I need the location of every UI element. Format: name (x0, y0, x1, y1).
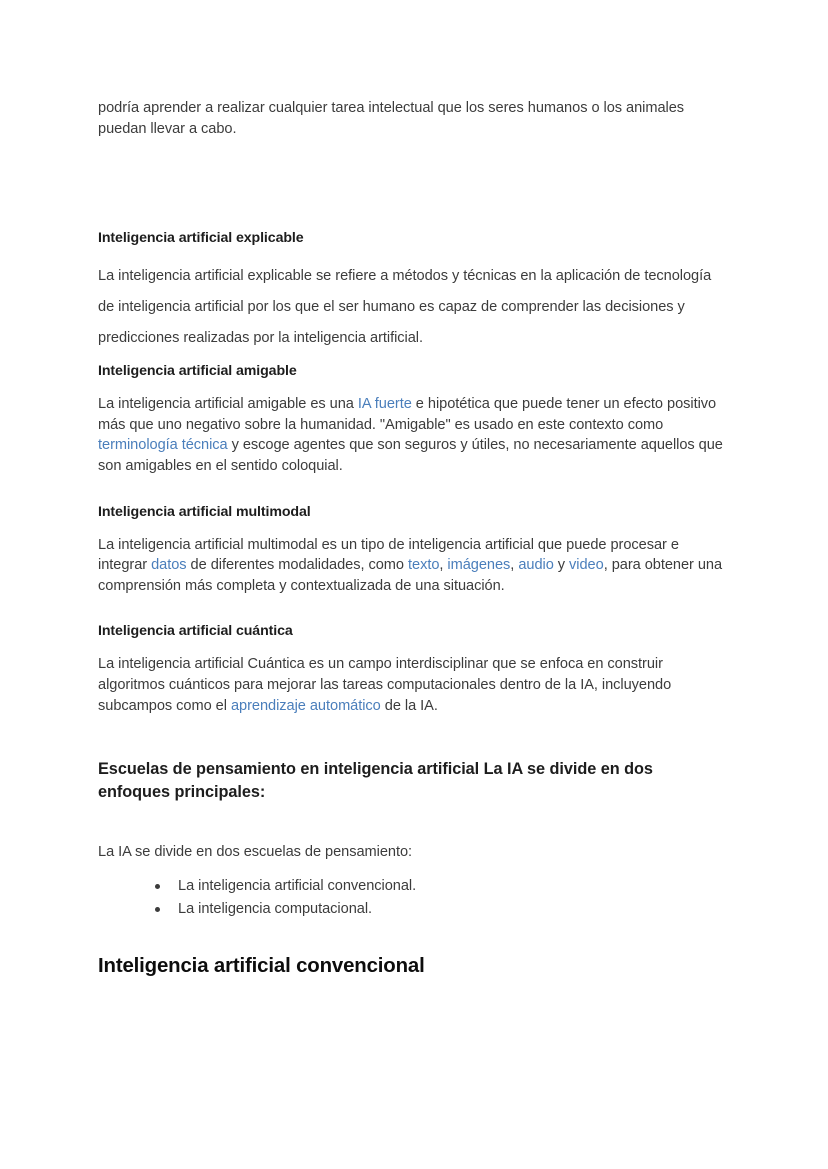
vertical-spacer (98, 354, 728, 362)
vertical-spacer (98, 641, 728, 654)
vertical-spacer (98, 863, 728, 875)
bullet-icon (155, 884, 160, 889)
inline-link[interactable]: aprendizaje automático (230, 697, 381, 714)
vertical-spacer (98, 921, 728, 953)
document-content (98, 98, 728, 979)
intro-paragraph: podría aprender a realizar cualquier tarea intelectual que los seres humanos o los animales puedan llevar a cabo. (98, 100, 685, 137)
schools-list (98, 875, 728, 921)
vertical-spacer (98, 522, 728, 535)
section-heading-multimodal: Inteligencia artificial multimodal (98, 503, 311, 520)
section-paragraph-explicable: La inteligencia artificial explicable se refiere a métodos y técnicas en la aplicación de tecnología de inteligencia artificial por los que el ser humano es capaz de comprender las decisiones y predicciones realizadas por la inteligencia artificial. (98, 268, 712, 347)
inline-link[interactable]: IA fuerte (357, 396, 412, 413)
vertical-spacer (98, 716, 728, 758)
list-item-label: La inteligencia computacional. (178, 900, 373, 917)
vertical-spacer (98, 381, 728, 394)
schools-heading: Escuelas de pensamiento en inteligencia artificial La IA se divide en dos enfoques principales: (98, 760, 653, 802)
schools-intro-paragraph: La IA se divide en dos escuelas de pensamiento: (98, 844, 413, 861)
list-item (98, 898, 728, 921)
section-paragraph-amigable: La inteligencia artificial amigable es una IA fuerte e hipotética que puede tener un efecto positivo más que uno negativo sobre la humanidad. "Amigable" es usado en este contexto como terminología técnica y escoge agentes que son seguros y útiles, no necesariamente aquellos que son amigables en el sentido coloquial. (98, 396, 723, 474)
section-heading-cuantica: Inteligencia artificial cuántica (98, 623, 293, 640)
vertical-spacer (98, 596, 728, 622)
list-item (98, 875, 728, 898)
section-heading-amigable: Inteligencia artificial amigable (98, 363, 297, 380)
list-item-label: La inteligencia artificial convencional. (178, 877, 417, 894)
inline-link[interactable]: imágenes (447, 557, 511, 574)
bullet-icon (155, 907, 160, 912)
inline-link[interactable]: datos (151, 557, 187, 574)
final-heading: Inteligencia artificial convencional (98, 954, 425, 977)
section-paragraph-multimodal: La inteligencia artificial multimodal es un tipo de inteligencia artificial que puede procesar e integrar datos de diferentes modalidades, como texto, imágenes, audio y video, para obtener una comprensión más completa y contextualizada de una situación. (98, 536, 723, 594)
section-paragraph-cuantica: La inteligencia artificial Cuántica es un campo interdisciplinar que se enfoca en construir algoritmos cuánticos para mejorar las tareas computacionales dentro de la IA, incluyendo subcampos como el aprendizaje automático de la IA. (98, 656, 672, 714)
vertical-spacer (98, 477, 728, 503)
section-heading-explicable: Inteligencia artificial explicable (98, 230, 304, 247)
inline-link[interactable]: texto (408, 557, 440, 574)
vertical-spacer (98, 804, 728, 842)
inline-link[interactable]: audio (518, 557, 554, 574)
inline-link[interactable]: terminología técnica (98, 437, 228, 454)
inline-link[interactable]: video (569, 557, 604, 574)
vertical-spacer (98, 139, 728, 229)
vertical-spacer (98, 248, 728, 261)
